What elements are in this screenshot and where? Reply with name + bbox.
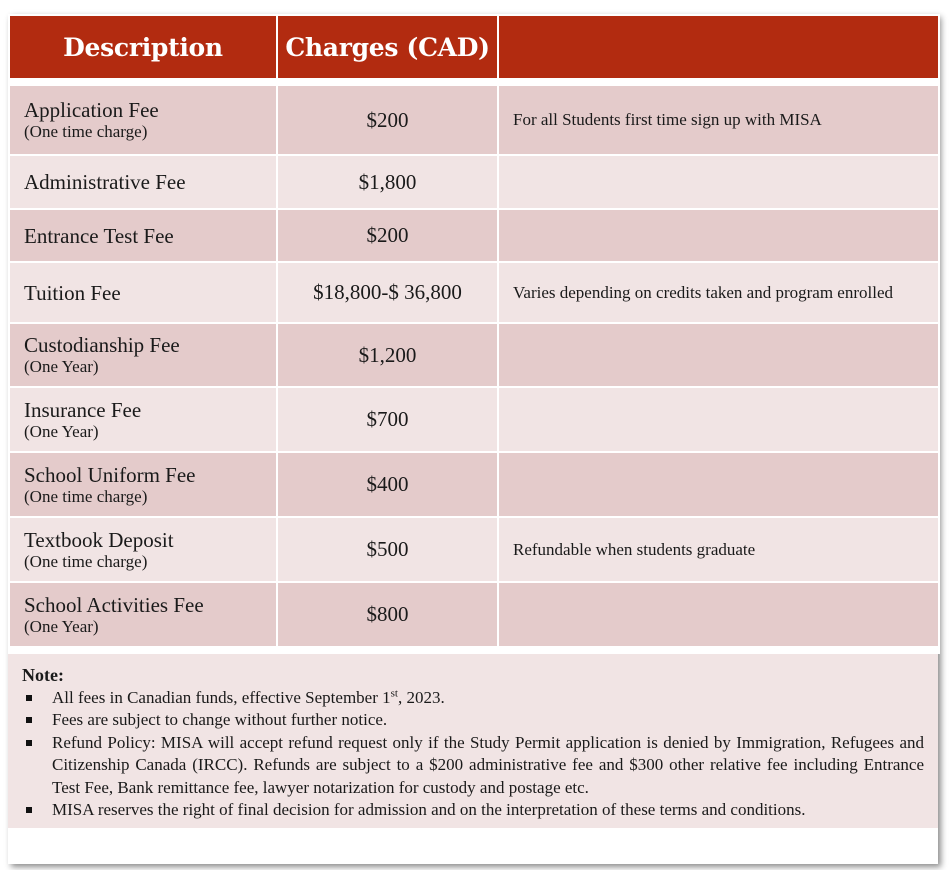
note-text: All fees in Canadian funds, effective September 1	[52, 687, 391, 707]
row-description	[9, 323, 277, 387]
table-row	[9, 155, 939, 209]
fee-charge: $1,200	[277, 323, 498, 387]
fee-remark	[498, 209, 939, 262]
fee-charge: $18,800-$ 36,800	[277, 262, 498, 323]
table-row	[9, 262, 939, 323]
table-row	[9, 582, 939, 647]
fee-remark: Varies depending on credits taken and program enrolled	[498, 262, 939, 323]
row-description	[9, 85, 277, 155]
fee-name: Textbook Deposit	[24, 527, 174, 552]
fee-table	[8, 14, 940, 654]
fee-period: (One time charge)	[24, 122, 148, 141]
fee-period: (One time charge)	[24, 551, 148, 571]
table-row	[9, 209, 939, 262]
fee-remark	[498, 452, 939, 517]
row-description	[9, 262, 277, 323]
fee-charge: $500	[277, 517, 498, 582]
fee-remark: For all Students first time sign up with MISA	[498, 85, 939, 155]
table-row	[9, 323, 939, 387]
table-row	[9, 387, 939, 452]
header-row	[9, 15, 939, 79]
fee-remark	[498, 582, 939, 647]
fee-charge: $1,800	[277, 155, 498, 209]
row-description	[9, 517, 277, 582]
fee-period: (One Year)	[24, 421, 99, 441]
row-description	[9, 387, 277, 452]
fee-charge: $200	[277, 209, 498, 262]
fee-name: Application Fee	[24, 98, 159, 122]
notes-section	[8, 654, 938, 828]
row-description	[9, 155, 277, 209]
fee-remark	[498, 323, 939, 387]
row-description	[9, 209, 277, 262]
table-row	[9, 517, 939, 582]
note-item: Refund Policy: MISA will accept refund request only if the Study Permit application is denied by Immigration, Refugees and Citizenship Canada (IRCC). Refunds are subject to a $200 administrative fee and $300 other relative fee including Entrance Test Fee, Bank remittance fee, lawyer notarization for custody and postage etc.	[22, 732, 924, 800]
fee-name: Administrative Fee	[24, 170, 186, 194]
fee-name: Tuition Fee	[24, 280, 121, 305]
fee-charge: $400	[277, 452, 498, 517]
fee-remark	[498, 387, 939, 452]
header-charges: Charges (CAD)	[277, 15, 498, 79]
note-superscript: st	[390, 686, 398, 699]
row-description	[9, 452, 277, 517]
fee-name: Custodianship Fee	[24, 333, 180, 357]
fee-period: (One Year)	[24, 616, 99, 636]
fee-name: Entrance Test Fee	[24, 223, 174, 248]
fee-name: Insurance Fee	[24, 397, 142, 422]
fee-table-frame	[8, 14, 938, 864]
fee-remark: Refundable when students graduate	[498, 517, 939, 582]
table-row	[9, 85, 939, 155]
fee-period: (One time charge)	[24, 486, 148, 506]
note-item: Fees are subject to change without further notice.	[22, 709, 924, 732]
notes-title: Note:	[22, 665, 64, 685]
fee-name: School Uniform Fee	[24, 462, 196, 487]
header-description: Description	[9, 15, 277, 79]
note-item	[22, 687, 924, 710]
notes-list	[22, 687, 924, 822]
fee-name: School Activities Fee	[24, 592, 204, 617]
header-remarks	[498, 15, 939, 79]
table-row	[9, 452, 939, 517]
fee-period: (One Year)	[24, 357, 99, 376]
note-item: MISA reserves the right of final decision for admission and on the interpretation of these terms and conditions.	[22, 799, 924, 822]
fee-charge: $200	[277, 85, 498, 155]
note-text-end: , 2023.	[397, 687, 445, 707]
row-description	[9, 582, 277, 647]
fee-charge: $800	[277, 582, 498, 647]
fee-remark	[498, 155, 939, 209]
fee-charge: $700	[277, 387, 498, 452]
